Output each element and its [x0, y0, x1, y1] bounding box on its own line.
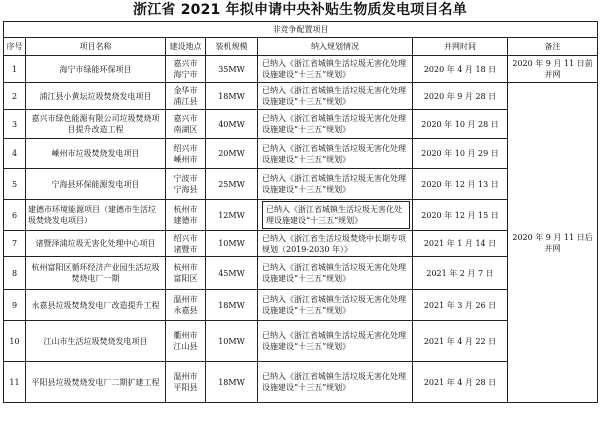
- cell-capacity: 40MW: [206, 110, 258, 139]
- cell-location: 温州市 永嘉县: [166, 290, 206, 321]
- cell-plan: 已纳入《浙江省城镇生活垃圾无害化处理设施建设“十三五”规划》: [258, 83, 413, 110]
- cell-name: 平阳县垃圾焚烧发电厂二期扩建工程: [26, 362, 166, 403]
- cell-grid-date: 2020 年 10 月 29 日: [413, 139, 508, 169]
- cell-note-merged: 2020 年 9 月 11 日后并网: [508, 83, 598, 403]
- cell-note: 2020 年 9 月 11 日前并网: [508, 56, 598, 83]
- cell-no: 9: [4, 290, 26, 321]
- cell-location: 绍兴市 诸暨市: [166, 231, 206, 257]
- cell-location: 金华市 浦江县: [166, 83, 206, 110]
- cell-capacity: 45MW: [206, 257, 258, 290]
- cell-plan: 已纳入《浙江省城镇生活垃圾无害化处理设施建设“十三五”规划》: [258, 139, 413, 169]
- cell-plan: [258, 200, 413, 231]
- cell-name: 诸暨泽浦垃圾无害化处理中心项目: [26, 231, 166, 257]
- column-header: 纳入规划情况: [258, 38, 413, 56]
- cell-plan: 已纳入《浙江省城镇生活垃圾无害化处理设施建设“十三五”规划》: [258, 56, 413, 83]
- cell-name: 浦江县小黄坛垃圾焚烧发电项目: [26, 83, 166, 110]
- column-header: 项目名称: [26, 38, 166, 56]
- document-title: 浙江省 2021 年拟申请中央补贴生物质发电项目名单: [133, 2, 467, 18]
- table-row: [4, 83, 598, 110]
- cell-location: 绍兴市 嵊州市: [166, 139, 206, 169]
- cell-location: 嘉兴市 海宁市: [166, 56, 206, 83]
- cell-no: 11: [4, 362, 26, 403]
- cell-capacity: 20MW: [206, 139, 258, 169]
- cell-location: 宁波市 宁海县: [166, 169, 206, 200]
- cell-capacity: 12MW: [206, 200, 258, 231]
- cell-no: 6: [4, 200, 26, 231]
- cell-location: 杭州市 富阳区: [166, 257, 206, 290]
- cell-grid-date: 2020 年 4 月 18 日: [413, 56, 508, 83]
- cell-plan: 已纳入《浙江省城镇生活垃圾无害化处理设施建设“十三五”规划》: [258, 110, 413, 139]
- plan-boxed-text: 已纳入《浙江省城镇生活垃圾无害化处理设施建设“十三五”规划》: [262, 201, 410, 229]
- cell-location: 衢州市 江山县: [166, 321, 206, 362]
- cell-name: 江山市生活垃圾焚烧发电项目: [26, 321, 166, 362]
- cell-grid-date: 2021 年 1 月 14 日: [413, 231, 508, 257]
- cell-capacity: 10MW: [206, 321, 258, 362]
- cell-name: 宁海县环保能源发电项目: [26, 169, 166, 200]
- cell-grid-date: 2020 年 12 月 13 日: [413, 169, 508, 200]
- cell-capacity: 18MW: [206, 362, 258, 403]
- cell-plan: 已纳入《浙江省城镇生活垃圾无害化处理设施建设“十三五”规划》: [258, 290, 413, 321]
- cell-plan: 已纳入《浙江省城镇生活垃圾无害化处理设施建设“十三五”规划》: [258, 321, 413, 362]
- cell-grid-date: 2021 年 3 月 26 日: [413, 290, 508, 321]
- cell-capacity: 25MW: [206, 169, 258, 200]
- column-header: 建设地点: [166, 38, 206, 56]
- cell-name: 嵊州市垃圾焚烧发电项目: [26, 139, 166, 169]
- cell-no: 3: [4, 110, 26, 139]
- cell-plan: 已纳入《浙江省城镇生活垃圾无害化处理设施建设“十三五”规划》: [258, 257, 413, 290]
- cell-capacity: 35MW: [206, 56, 258, 83]
- cell-no: 1: [4, 56, 26, 83]
- cell-no: 8: [4, 257, 26, 290]
- column-header: 序号: [4, 38, 26, 56]
- table-row: [4, 56, 598, 83]
- cell-capacity: 10MW: [206, 231, 258, 257]
- cell-grid-date: 2020 年 10 月 28 日: [413, 110, 508, 139]
- cell-plan: 已纳入《浙江省生活垃圾焚烧中长期专项规划（2019-2030 年）》: [258, 231, 413, 257]
- column-header: 备注: [508, 38, 598, 56]
- cell-plan: 已纳入《浙江省城镇生活垃圾无害化处理设施建设“十三五”规划》: [258, 169, 413, 200]
- project-table: [3, 21, 598, 403]
- cell-no: 7: [4, 231, 26, 257]
- cell-capacity: 18MW: [206, 83, 258, 110]
- cell-location: 温州市 平阳县: [166, 362, 206, 403]
- cell-name: 永嘉县垃圾焚烧发电厂改造提升工程: [26, 290, 166, 321]
- cell-plan: 已纳入《浙江省城镇生活垃圾无害化处理设施建设“十三五”规划》: [258, 362, 413, 403]
- cell-grid-date: 2020 年 9 月 28 日: [413, 83, 508, 110]
- cell-grid-date: 2021 年 4 月 22 日: [413, 321, 508, 362]
- cell-grid-date: 2020 年 12 月 15 日: [413, 200, 508, 231]
- cell-no: 10: [4, 321, 26, 362]
- cell-name: 杭州富阳区循环经济产业园生活垃圾焚烧电厂一期: [26, 257, 166, 290]
- section-row: [4, 22, 598, 38]
- cell-no: 4: [4, 139, 26, 169]
- cell-capacity: 18MW: [206, 290, 258, 321]
- cell-location: 杭州市 建德市: [166, 200, 206, 231]
- cell-no: 5: [4, 169, 26, 200]
- cell-no: 2: [4, 83, 26, 110]
- cell-name: 嘉兴市绿色能源有限公司垃圾焚烧项目提升改造工程: [26, 110, 166, 139]
- cell-grid-date: 2021 年 2 月 7 日: [413, 257, 508, 290]
- cell-name: 海宁市绿能环保项目: [26, 56, 166, 83]
- header-row: [4, 38, 598, 56]
- column-header: 并网时间: [413, 38, 508, 56]
- section-label: 非竞争配置项目: [4, 22, 598, 38]
- cell-location: 嘉兴市 南湖区: [166, 110, 206, 139]
- cell-name: 建德市环境能源项目（建德市生活垃圾焚烧发电项目）: [26, 200, 166, 231]
- column-header: 装机规模: [206, 38, 258, 56]
- cell-grid-date: 2021 年 4 月 28 日: [413, 362, 508, 403]
